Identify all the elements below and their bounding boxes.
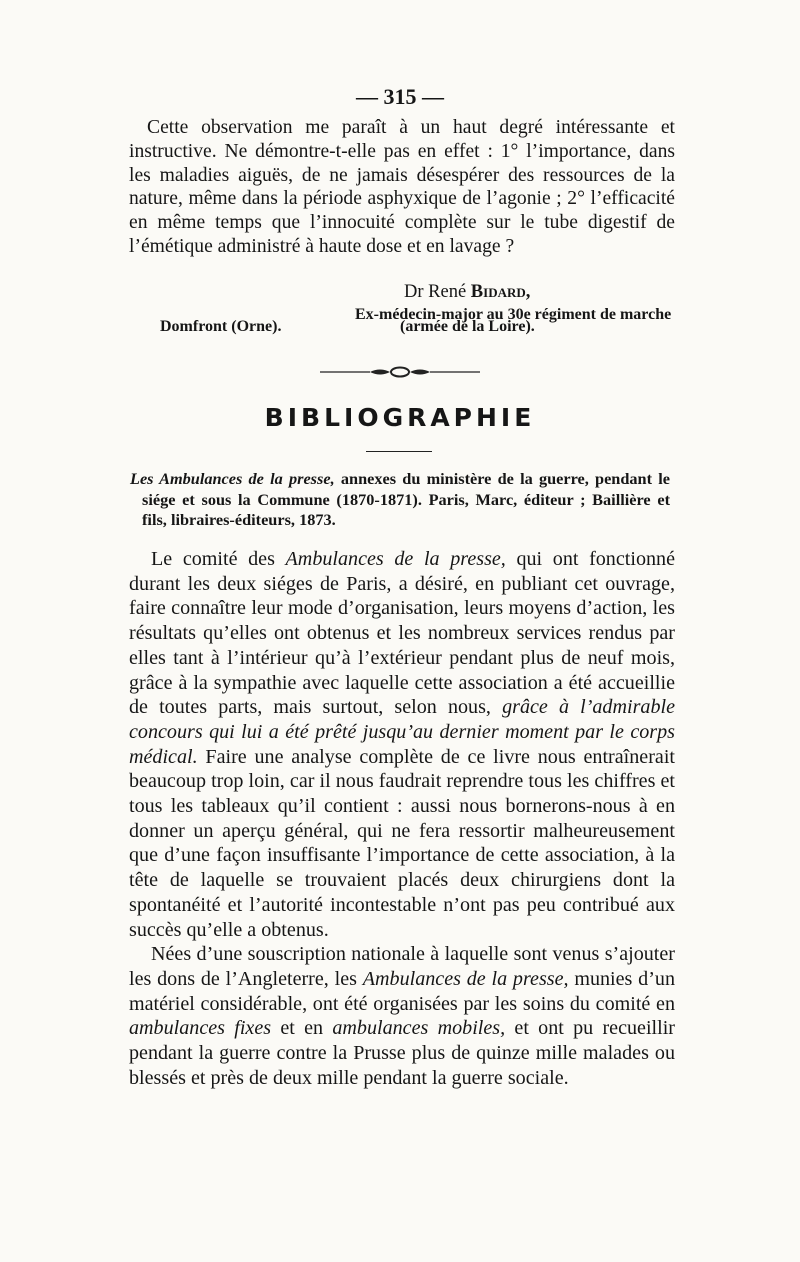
text-run: Faire une analyse complète de ce livre nous entraînerait beaucoup trop loin, car il nous faudrait reprendre tous les chiffres et tous les tableaux qu’il contient : aussi nous bornerons-nous à en donner un aperçu général, qui ne fera ressortir malheureusement que d’une façon insuffisante l’importance de cette association, à la tête de laquelle se trouvaient placés deux chirurgiens dont la spontanéité et l’autorité incontestable n’ont pas peu contribué aux succès qu’elle a obtenus. [129,745,675,941]
signature-title: Dr [404,282,424,302]
signature-name [404,282,530,303]
signature-last-name: Bidard, [470,282,531,302]
book-title-italic: Ambulances de la presse, [362,967,569,990]
citation-details: annexes du ministère de la guerre, pendant le siége et sous la Commune (1870-1871). Paris, Marc, éditeur ; Baillière et fils, libraires-éditeurs, 1873. [142,469,670,529]
signature-army: (armée de la Loire). [400,318,535,335]
text-run: Le comité des [151,548,286,570]
citation-title: Les Ambulances de la presse, [130,469,335,488]
text-run: qui ont fonctionné durant les deux siéges de Paris, a désiré, en publiant cet ouvrage, faire connaître leur mode d’organisation, leurs moyens d’action, les résultats qu’elles ont obtenus et les nombreux services rendus par elles tant à l’intérieur qu’à l’extérieur pendant plus de neuf mois, grâce à la sympathie avec laquelle cette association a été accueillie de toutes parts, mais surtout, selon nous, [129,548,675,719]
text-run: et ont pu recueillir pendant la guerre contre la Prusse plus de quinze mille malades ou blessés et près de deux mille pendant la guerre sociale. [129,1017,675,1089]
fleuron-ornament-icon [318,366,482,378]
bibliographic-citation [130,469,670,531]
signature-role: Ex-médecin-major au 30e régiment de marche [355,306,672,323]
book-title-italic: Ambulances de la presse, [285,548,506,570]
signature-place: Domfront (Orne). [160,318,282,335]
emphasis-italic: ambulances mobiles, [332,1017,506,1040]
heading-rule [366,451,432,452]
emphasis-italic: grâce à l’admirable concours qui lui a été prêté jusqu’au dernier moment par le corps médical. [129,696,675,768]
text-run: munies d’un matériel considérable, ont été organisées par les soins du comité en [129,967,675,1015]
observation-paragraph: Cette observation me paraît à un haut degré intéressante et instructive. Ne démontre-t-elle pas en effet : 1° l’importance, dans les maladies aiguës, de ne jamais désespérer des ressources de la nature, même dans la période asphyxique de l’agonie ; 2° l’efficacité en même temps que l’innocuité complète sur le tube digestif de l’émétique administré à haute dose et en lavage ? [129,117,675,257]
signature-first-name: René [428,282,467,302]
section-heading: BIBLIOGRAPHIE [264,403,536,432]
emphasis-italic: ambulances fixes [129,1017,272,1040]
text-run: Nées d’une souscription nationale à laquelle sont venus s’ajouter les dons de l’Angleterre, les [129,943,675,990]
text-run: et en [271,1017,333,1040]
review-text [129,547,675,1090]
review-paragraph-1 [129,547,675,942]
review-paragraph-2 [129,942,675,1090]
page-number: — 315 — [356,84,444,109]
observation-text [129,116,675,259]
citation-paragraph [130,469,670,531]
